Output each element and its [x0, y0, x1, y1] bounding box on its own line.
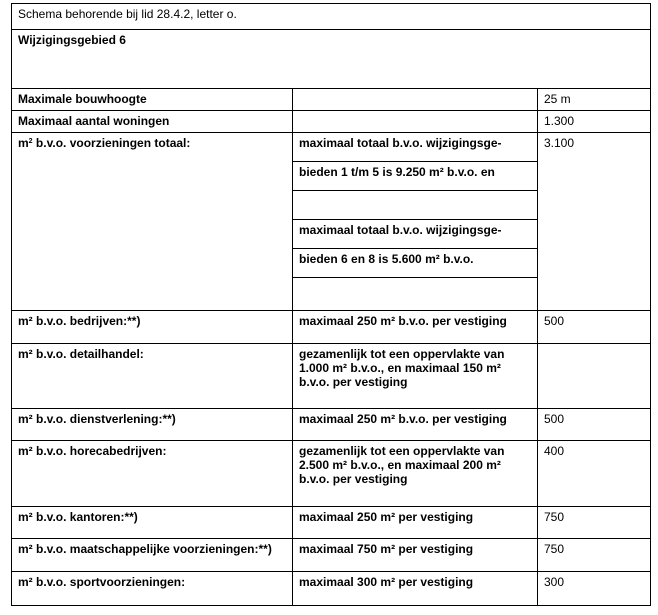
condition-bouwhoogte: [293, 89, 538, 111]
value-bedrijven: 500: [538, 311, 651, 344]
voorzieningen-line: bieden 1 t/m 5 is 9.250 m² b.v.o. en: [293, 162, 537, 191]
condition-kantoren: maximaal 250 m² per vestiging: [293, 507, 538, 539]
value-maatschappelijk: 750: [538, 539, 651, 572]
label-kantoren: m² b.v.o. kantoren:**): [12, 507, 293, 539]
voorzieningen-line: maximaal totaal b.v.o. wijzigingsge-: [293, 133, 537, 162]
condition-sport: maximaal 300 m² per vestiging: [293, 572, 538, 606]
condition-woningen: [293, 111, 538, 133]
value-bouwhoogte: 25 m: [538, 89, 651, 111]
label-bedrijven: m² b.v.o. bedrijven:**): [12, 311, 293, 344]
condition-maatschappelijk: maximaal 750 m² per vestiging: [293, 539, 538, 572]
value-voorzieningen: 3.100: [538, 133, 651, 311]
value-sport: 300: [538, 572, 651, 606]
label-horecabedrijven: m² b.v.o. horecabedrijven:: [12, 441, 293, 507]
value-kantoren: 750: [538, 507, 651, 539]
label-dienstverlening: m² b.v.o. dienstverlening:**): [12, 409, 293, 441]
value-dienstverlening: 500: [538, 409, 651, 441]
condition-horecabedrijven: gezamenlijk tot een oppervlakte van 2.500 m² b.v.o., en maximaal 200 m² b.v.o. per vestiging: [293, 441, 538, 507]
label-sport: m² b.v.o. sportvoorzieningen:: [12, 572, 293, 606]
label-maatschappelijk: m² b.v.o. maatschappelijke voorzieningen:**): [12, 539, 293, 572]
label-woningen: Maximaal aantal woningen: [12, 111, 293, 133]
condition-voorzieningen: [293, 133, 538, 311]
value-woningen: 1.300: [538, 111, 651, 133]
condition-dienstverlening: maximaal 250 m² b.v.o. per vestiging: [293, 409, 538, 441]
value-horecabedrijven: 400: [538, 441, 651, 507]
voorzieningen-line: [293, 191, 537, 220]
label-bouwhoogte: Maximale bouwhoogte: [12, 89, 293, 111]
condition-detailhandel: gezamenlijk tot een oppervlakte van 1.000 m² b.v.o., en maximaal 150 m² b.v.o. per vestiging: [293, 344, 538, 409]
schema-table: [11, 3, 651, 606]
condition-bedrijven: maximaal 250 m² b.v.o. per vestiging: [293, 311, 538, 344]
voorzieningen-line: bieden 6 en 8 is 5.600 m² b.v.o.: [293, 249, 537, 278]
value-detailhandel: [538, 344, 651, 409]
voorzieningen-line: maximaal totaal b.v.o. wijzigingsge-: [293, 220, 537, 249]
label-voorzieningen: $m^2$ b.v.o. voorzieningen totaal:: [12, 133, 293, 311]
label-detailhandel: m² b.v.o. detailhandel:: [12, 344, 293, 409]
schema-caption: Schema behorende bij lid 28.4.2, letter o.: [12, 4, 651, 30]
area-title: Wijzigingsgebied 6: [12, 30, 651, 89]
voorzieningen-line: [293, 278, 537, 299]
